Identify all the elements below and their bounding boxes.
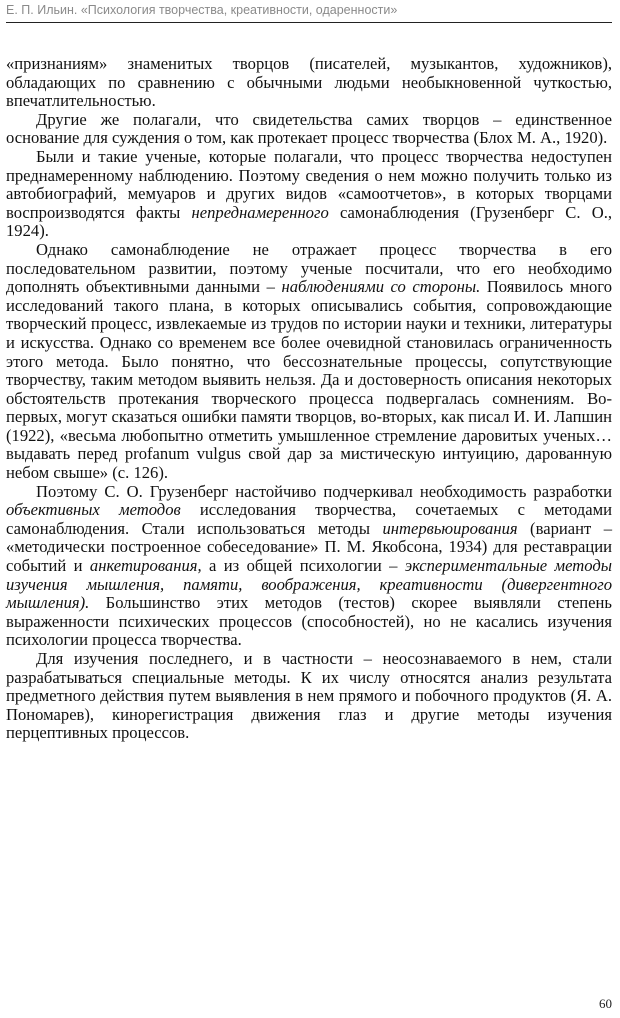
paragraph-6-text: Для изучения последнего, и в частности – неосознаваемого в нем, стали разрабатываться специальные методы. К их числу относятся анализ результата предметного действия путем выявления в нем прямого и побочного продуктов (Я. А. Пономарев), кинорегистрация движения глаз и другие методы изучения перцептивных процессов. xyxy=(6,649,612,743)
paragraph-5-text-c: (вариант – «методически построенное собеседование» П. М. Якобсона, 1934) для реставрации событий и xyxy=(6,518,612,576)
paragraph-2-text: Другие же полагали, что свидетельства самих творцов – единственное основание для суждения о том, как протекает процесс творчества (Блох М. А., 1920). xyxy=(6,109,612,148)
running-header xyxy=(6,0,612,23)
paragraph-6 xyxy=(6,650,612,743)
running-header-text: Е. П. Ильин. «Психология творчества, креативности, одаренности» xyxy=(6,3,398,17)
body-text xyxy=(6,55,612,743)
paragraph-3-text-a: Были и такие ученые, которые полагали, что процесс творчества недоступен преднамеренному наблюдению. Поэтому сведения о нем можно получить только из автобиографий, мемуаров и других видов «самоотчетов», в которых творцами воспроизводятся факты xyxy=(6,146,612,222)
paragraph-4-emphasis: наблюдениями со стороны. xyxy=(281,277,481,297)
paragraph-3-emphasis: непреднамеренного xyxy=(191,202,329,222)
paragraph-5 xyxy=(6,483,612,650)
paragraph-5-emphasis-d: экспериментальные методы изучения мышления, памяти, воображения, креативности (дивергентного мышления). xyxy=(6,556,612,613)
paragraph-5-emphasis-b: интервьюирования xyxy=(382,518,518,538)
paragraph-5-emphasis-a: объективных методов xyxy=(6,500,181,520)
page-number: 60 xyxy=(599,996,612,1011)
paragraph-5-text-e: Большинство этих методов (тестов) скорее выявляли степень выраженности психических процессов (способностей), но не касались изучения психологии процесса творчества. xyxy=(6,593,612,650)
paragraph-1-text: «признаниям» знаменитых творцов (писателей, музыкантов, художников), обладающих по сравнению с обычными людьми необыкновенной чуткостью, впечатлительностью. xyxy=(6,54,612,111)
paragraph-5-text-d: а из общей психологии – xyxy=(201,556,405,576)
paragraph-2 xyxy=(6,111,612,148)
paragraph-4-text-a: Однако самонаблюдение не отражает процесс творчества в его последовательном развитии, поэтому ученые посчитали, что его необходимо дополнять объективными данными – xyxy=(6,239,612,297)
paragraph-3-text-b: самонаблюдения (Грузенберг С. О., 1924). xyxy=(6,202,612,241)
paragraph-3 xyxy=(6,148,612,241)
paragraph-5-text-a: Поэтому С. О. Грузенберг настойчиво подчеркивал необходимость разработки xyxy=(36,481,612,501)
paragraph-4-text-b: Появилось много исследований такого плана, в которых описывались события, сопровождающие творческий процесс, извлекаемые из трудов по истории науки и техники, литературы и искусства. Однако со временем все более очевидной становилась ограниченность этого метода. Было понятно, что бессознательные процессы, сопутствующие творчеству, таким методом выявить нельзя. Да и достоверность описания некоторых обстоятельств протекания творческого процесса подвергалась сомнениям. Во-первых, могут сказаться ошибки памяти творцов, во-вторых, как писал И. И. Лапшин (1922), «весьма любопытно отметить умышленное стремление даровитых ученых… выдавать перед profanum vulgus свой дар за мистическую интуицию, дарованную небом свыше» (с. 126). xyxy=(6,277,613,483)
paragraph-4 xyxy=(6,241,612,483)
paragraph-5-emphasis-c: анкетирования, xyxy=(89,556,202,576)
paragraph-5-text-b: исследования творчества, сочетаемых с методами самонаблюдения. Стали использоваться методы xyxy=(6,500,612,538)
paragraph-1 xyxy=(6,55,612,111)
